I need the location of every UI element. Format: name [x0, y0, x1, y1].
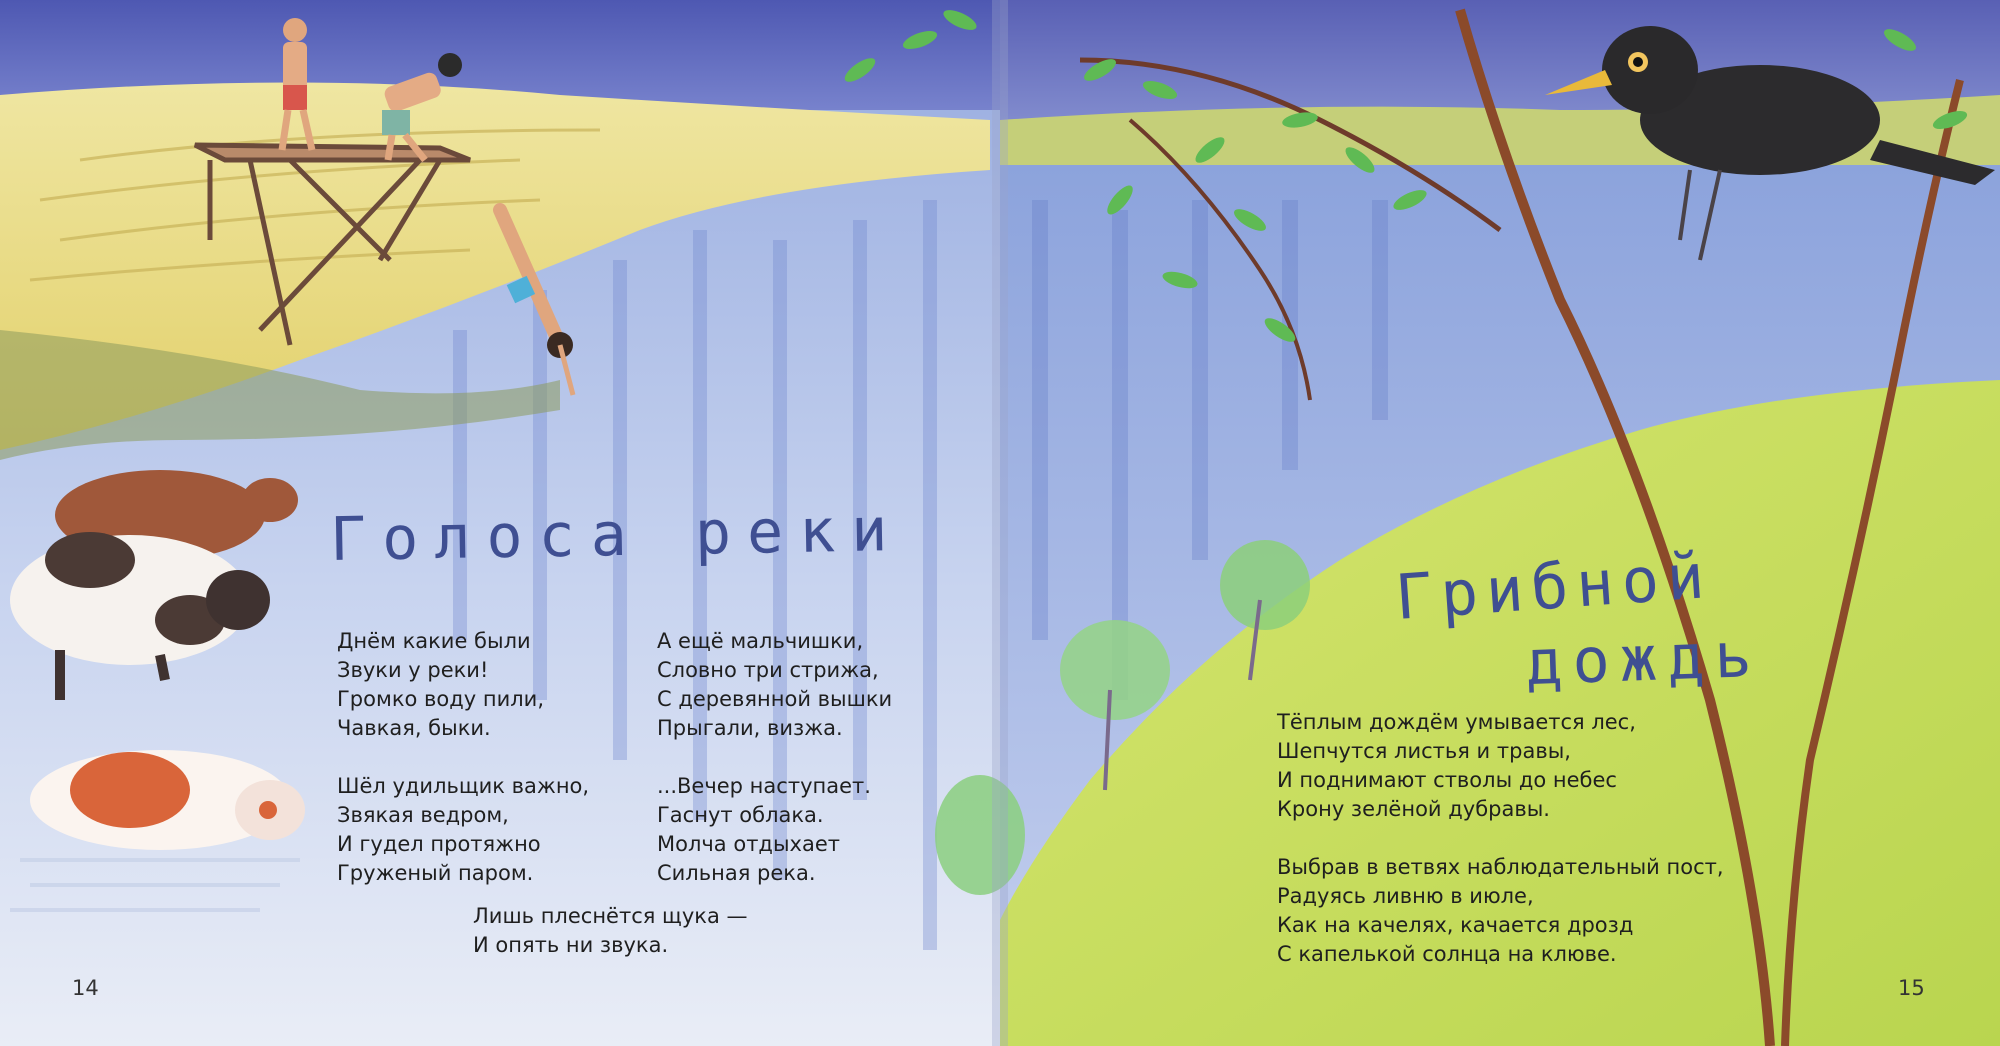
right-poem — [1277, 708, 1724, 998]
left-page-title: Голоса реки — [329, 495, 904, 575]
stanza — [337, 772, 589, 888]
poem-line: А ещё мальчишки, — [657, 629, 864, 653]
poem-line: Шёл удильщик важно, — [337, 774, 590, 798]
page-number-right: 15 — [1898, 976, 1925, 1000]
poem-line: Сильная река. — [657, 861, 816, 885]
poem-line: Громко воду пили, — [337, 687, 545, 711]
stanza — [657, 627, 892, 743]
poem-line: Радуясь ливню в июле, — [1277, 884, 1534, 908]
left-final-stanza — [473, 902, 748, 960]
poem-line: Лишь плеснётся щука — — [473, 904, 748, 928]
poem-line: ...Вечер наступает. — [657, 774, 871, 798]
poem-line: И опять ни звука. — [473, 933, 669, 957]
poem-line: Прыгали, визжа. — [657, 716, 843, 740]
poem-line: Чавкая, быки. — [337, 716, 491, 740]
poem-line: Словно три стрижа, — [657, 658, 879, 682]
left-poem-column-1 — [337, 627, 589, 917]
book-gutter — [992, 0, 1008, 1046]
poem-line: Молча отдыхает — [657, 832, 840, 856]
right-page-title-line2: дождь — [1523, 617, 1763, 700]
poem-line: С капелькой солнца на клюве. — [1277, 942, 1617, 966]
poem-line: Выбрав в ветвях наблюдательный пост, — [1277, 855, 1724, 879]
stanza — [1277, 853, 1724, 969]
poem-line: Днём какие были — [337, 629, 531, 653]
left-poem-column-2 — [657, 627, 892, 917]
stanza — [1277, 708, 1724, 824]
poem-line: Звякая ведром, — [337, 803, 509, 827]
poem-line: И гудел протяжно — [337, 832, 541, 856]
poem-line: Как на качелях, качается дрозд — [1277, 913, 1634, 937]
poem-line: Крону зелёной дубравы. — [1277, 797, 1550, 821]
poem-line: Груженый паром. — [337, 861, 534, 885]
poem-line: Звуки у реки! — [337, 658, 489, 682]
poem-line: Шепчутся листья и травы, — [1277, 739, 1571, 763]
poem-line: И поднимают стволы до небес — [1277, 768, 1617, 792]
stanza — [337, 627, 589, 743]
poem-line: Тёплым дождём умывается лес, — [1277, 710, 1636, 734]
poem-line: Гаснут облака. — [657, 803, 824, 827]
stanza — [657, 772, 892, 888]
poem-line: С деревянной вышки — [657, 687, 893, 711]
right-page-title-line1: Грибной — [1392, 539, 1715, 634]
page-number-left: 14 — [72, 976, 99, 1000]
